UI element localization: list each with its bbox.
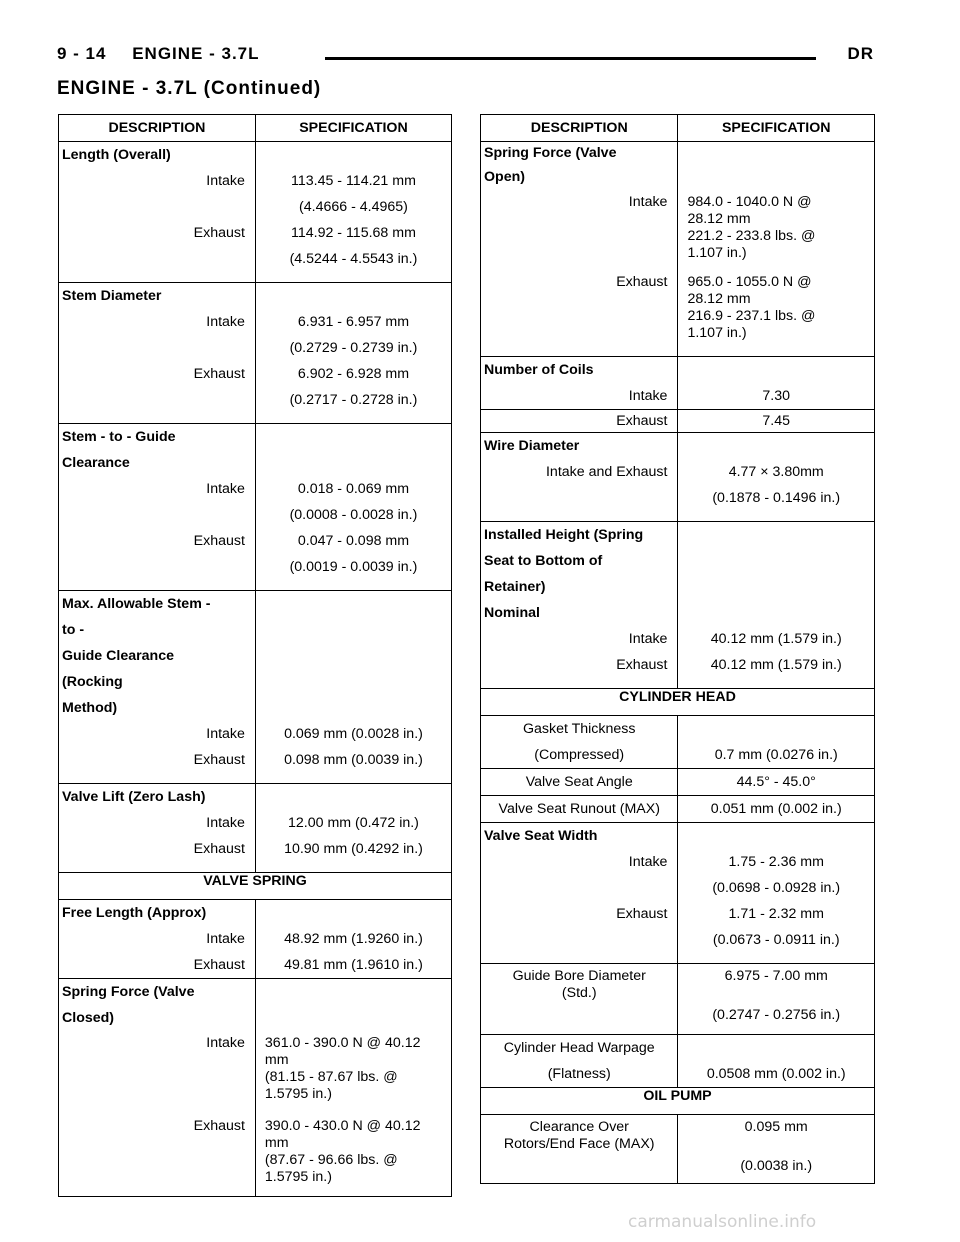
row-label: Valve Seat Angle xyxy=(525,773,633,790)
table-row xyxy=(59,142,452,283)
spec-value: 0.0508 mm (0.002 in.) xyxy=(706,1065,846,1082)
spec-value: 4.77 × 3.80mm xyxy=(728,463,824,480)
spec-value: 44.5° - 45.0° xyxy=(736,773,816,790)
spec-value: 12.00 mm (0.472 in.) xyxy=(288,814,419,831)
spec-value: 0.047 - 0.098 mm xyxy=(297,532,410,549)
table-row xyxy=(481,522,875,689)
column-header-description: DESCRIPTION xyxy=(59,115,256,142)
table-row xyxy=(481,433,875,522)
row-heading: (Rocking xyxy=(62,673,123,690)
row-label: Intake xyxy=(206,480,245,497)
spec-value: (81.15 - 87.67 lbs. @ xyxy=(264,1069,398,1085)
row-heading: to - xyxy=(62,621,85,638)
row-heading: Max. Allowable Stem - xyxy=(62,595,211,612)
row-label: Gasket Thickness xyxy=(522,720,636,737)
table-row xyxy=(481,142,875,357)
spec-value: 48.92 mm (1.9260 in.) xyxy=(284,930,423,947)
spec-value: 0.7 mm (0.0276 in.) xyxy=(714,746,838,763)
row-heading: Method) xyxy=(62,699,118,716)
spec-value: 40.12 mm (1.579 in.) xyxy=(710,656,842,673)
spec-value: 0.095 mm xyxy=(744,1119,808,1135)
row-label: Exhaust xyxy=(193,532,245,549)
row-label: Intake xyxy=(206,172,245,189)
spec-value: 114.92 - 115.68 mm xyxy=(291,224,416,241)
row-label: Intake xyxy=(206,313,245,330)
row-label: Exhaust xyxy=(193,751,245,768)
row-label: Guide Bore Diameter xyxy=(512,968,646,984)
row-heading: Free Length (Approx) xyxy=(62,904,207,921)
row-heading: Installed Height (Spring xyxy=(484,526,644,543)
row-heading: Number of Coils xyxy=(484,361,594,378)
section-row xyxy=(481,1088,875,1115)
spec-value: 0.098 mm (0.0039 in.) xyxy=(284,751,423,768)
table-row xyxy=(481,796,875,823)
row-label: Intake xyxy=(206,725,245,742)
spec-value: 1.107 in.) xyxy=(687,245,747,261)
column-header-description: DESCRIPTION xyxy=(481,115,678,142)
row-label: (Flatness) xyxy=(547,1065,611,1082)
spec-value: 221.2 - 233.8 lbs. @ xyxy=(687,228,816,244)
spec-value: 28.12 mm xyxy=(687,291,751,307)
table-row xyxy=(59,979,452,1197)
spec-value: 0.051 mm (0.002 in.) xyxy=(710,800,842,817)
row-label: Exhaust xyxy=(193,224,245,241)
spec-value: 0.069 mm (0.0028 in.) xyxy=(284,725,423,742)
spec-value: 6.902 - 6.928 mm xyxy=(297,365,410,382)
row-heading: Nominal xyxy=(484,604,540,621)
row-heading: Length (Overall) xyxy=(62,146,171,163)
row-label: Intake xyxy=(628,630,668,647)
table-row xyxy=(481,716,875,769)
table-row xyxy=(481,823,875,964)
row-heading: Clearance xyxy=(62,454,130,471)
row-label: Intake xyxy=(206,814,245,831)
row-label: Intake xyxy=(206,930,245,947)
spec-table-left xyxy=(58,114,452,1197)
spec-value: 1.71 - 2.32 mm xyxy=(728,905,824,922)
row-heading: Open) xyxy=(484,168,525,185)
spec-value: (0.0019 - 0.0039 in.) xyxy=(289,558,418,575)
spec-value: 10.90 mm (0.4292 in.) xyxy=(284,840,423,857)
row-heading: Retainer) xyxy=(484,578,546,595)
row-label: Exhaust xyxy=(616,905,668,922)
spec-value: (0.2729 - 0.2739 in.) xyxy=(289,339,418,356)
section-row xyxy=(59,873,452,900)
spec-value: (0.0038 in.) xyxy=(740,1158,813,1174)
spec-value: 1.5795 in.) xyxy=(264,1086,332,1102)
spec-table-right xyxy=(480,114,875,1184)
row-label: (Std.) xyxy=(561,985,597,1001)
spec-value: 0.018 - 0.069 mm xyxy=(297,480,410,497)
section-heading-valve-spring: VALVE SPRING xyxy=(59,873,452,900)
row-label: Exhaust xyxy=(193,365,245,382)
row-heading: Guide Clearance xyxy=(62,647,174,664)
spec-value: (0.2717 - 0.2728 in.) xyxy=(289,391,418,408)
row-label: Intake xyxy=(628,853,668,870)
spec-value: (0.0673 - 0.0911 in.) xyxy=(712,931,840,948)
row-heading: Valve Seat Width xyxy=(484,827,598,844)
table-row xyxy=(59,784,452,873)
spec-value: 7.30 xyxy=(762,387,791,404)
row-label: Clearance Over xyxy=(529,1119,629,1135)
row-heading: Seat to Bottom of xyxy=(484,552,603,569)
spec-value: 6.975 - 7.00 mm xyxy=(724,968,828,984)
spec-value: 984.0 - 1040.0 N @ xyxy=(687,194,812,210)
row-label: Valve Seat Runout (MAX) xyxy=(498,800,660,817)
row-heading: Wire Diameter xyxy=(484,437,580,454)
row-label: Exhaust xyxy=(616,412,668,429)
table-row xyxy=(481,410,875,433)
row-label: Exhaust xyxy=(616,656,668,673)
table-header-row xyxy=(59,115,452,142)
row-heading: Spring Force (Valve xyxy=(62,983,195,1000)
row-heading: Stem - to - Guide xyxy=(62,428,176,445)
section-row xyxy=(481,689,875,716)
spec-value: 965.0 - 1055.0 N @ xyxy=(687,274,812,290)
spec-value: (0.0008 - 0.0028 in.) xyxy=(289,506,418,523)
table-row xyxy=(481,769,875,796)
table-row xyxy=(481,1115,875,1184)
row-label: Exhaust xyxy=(193,840,245,857)
spec-value: (4.5244 - 4.5543 in.) xyxy=(289,250,418,267)
spec-value: 390.0 - 430.0 N @ 40.12 xyxy=(264,1118,421,1134)
table-row xyxy=(481,964,875,1035)
table-row xyxy=(481,1035,875,1088)
table-header-row xyxy=(481,115,875,142)
page-number: 9 - 14 xyxy=(57,44,107,63)
row-label: Cylinder Head Warpage xyxy=(503,1039,655,1056)
spec-value: (0.1878 - 0.1496 in.) xyxy=(712,489,841,506)
column-header-specification: SPECIFICATION xyxy=(255,115,451,142)
row-heading: Valve Lift (Zero Lash) xyxy=(62,788,206,805)
table-row xyxy=(59,424,452,591)
table-row xyxy=(59,283,452,424)
column-header-specification: SPECIFICATION xyxy=(678,115,875,142)
section-heading-cylinder-head: CYLINDER HEAD xyxy=(481,689,875,716)
spec-value: 113.45 - 114.21 mm xyxy=(291,172,416,189)
model-code: DR xyxy=(847,44,874,63)
row-label: Exhaust xyxy=(193,1118,245,1134)
spec-value: 1.107 in.) xyxy=(687,325,747,341)
spec-value: 6.931 - 6.957 mm xyxy=(297,313,410,330)
page-header xyxy=(57,44,876,74)
spec-value: 361.0 - 390.0 N @ 40.12 xyxy=(264,1035,421,1051)
table-row xyxy=(59,591,452,784)
spec-value: 40.12 mm (1.579 in.) xyxy=(710,630,842,647)
row-label: Exhaust xyxy=(616,274,668,290)
spec-value: mm xyxy=(264,1135,289,1151)
row-heading: Stem Diameter xyxy=(62,287,162,304)
spec-value: (4.4666 - 4.4965) xyxy=(299,198,408,215)
spec-value: (87.67 - 96.66 lbs. @ xyxy=(264,1152,398,1168)
spec-value: 1.5795 in.) xyxy=(264,1169,332,1185)
row-label: Exhaust xyxy=(193,956,245,973)
spec-value: 1.75 - 2.36 mm xyxy=(728,853,824,870)
row-heading: Spring Force (Valve xyxy=(484,144,617,161)
spec-value: 216.9 - 237.1 lbs. @ xyxy=(687,308,816,324)
spec-value: 49.81 mm (1.9610 in.) xyxy=(284,956,423,973)
row-label: Intake and Exhaust xyxy=(545,463,668,480)
section-heading-oil-pump: OIL PUMP xyxy=(481,1088,875,1115)
watermark: carmanualsonline.info xyxy=(628,1212,817,1232)
spec-value: (0.2747 - 0.2756 in.) xyxy=(712,1007,841,1023)
spec-value: 28.12 mm xyxy=(687,211,751,227)
row-label: Rotors/End Face (MAX) xyxy=(503,1136,655,1152)
spec-value: 7.45 xyxy=(762,412,791,429)
section-name: ENGINE - 3.7L xyxy=(132,44,260,63)
table-row xyxy=(59,900,452,979)
row-label: Intake xyxy=(628,194,668,210)
spec-value: (0.0698 - 0.0928 in.) xyxy=(712,879,841,896)
row-label: Intake xyxy=(628,387,668,404)
spec-value: mm xyxy=(264,1052,289,1068)
table-row xyxy=(481,357,875,410)
row-heading: Closed) xyxy=(62,1009,115,1026)
row-label: Intake xyxy=(206,1035,245,1051)
row-label: (Compressed) xyxy=(534,746,625,763)
header-rule xyxy=(325,57,816,60)
page-title: ENGINE - 3.7L (Continued) xyxy=(57,78,322,99)
